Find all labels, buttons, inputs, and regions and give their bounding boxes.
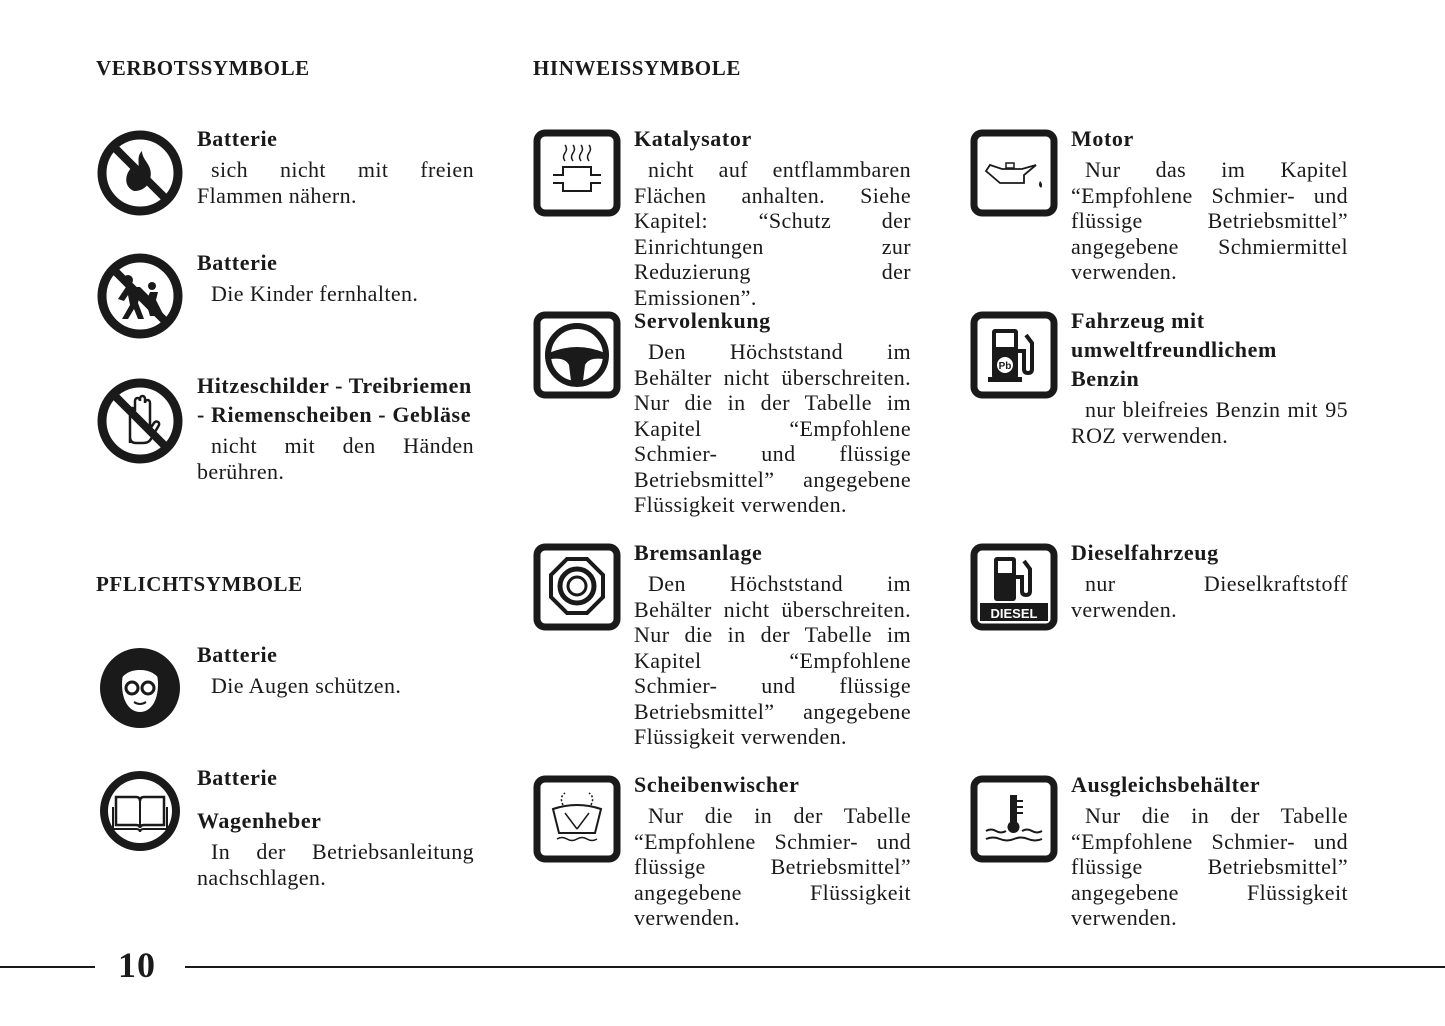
item-title: Ausgleichsbehälter	[1071, 772, 1261, 797]
hinweis-item	[1071, 124, 1348, 285]
item-text: Den Höchststand im Behälter nicht überschreiten. Nur die in der Tabelle im Kapitel “Empfohlene Schmier- und flüssige Betriebsmittel” angegebene Flüssigkeit verwenden.	[634, 571, 911, 749]
item-title: Dieselfahrzeug	[1071, 540, 1219, 565]
item-title: Hitzeschilder - Treibriemen - Riemenscheiben - Gebläse	[197, 373, 472, 427]
eye-protection-icon	[96, 644, 184, 732]
no-open-flame-icon	[96, 129, 184, 217]
section-heading-hinweissymbole: HINWEISSYMBOLE	[533, 56, 741, 80]
item-text: nur bleifreies Benzin mit 95 ROZ verwenden.	[1071, 397, 1348, 448]
item-text: Nur die in der Tabelle “Empfohlene Schmier- und flüssige Betriebsmittel” angegebene Flüssigkeit verwenden.	[1071, 803, 1348, 930]
item-text: In der Betriebsanleitung nachschlagen.	[197, 839, 474, 890]
footer-rule-right	[185, 966, 1445, 968]
hinweis-item	[1071, 306, 1348, 448]
coolant-temperature-icon	[970, 775, 1058, 863]
item-title: Batterie	[197, 765, 278, 790]
catalytic-converter-icon	[533, 129, 621, 217]
read-manual-icon	[96, 767, 184, 855]
item-text: nur Dieselkraftstoff verwenden.	[1071, 571, 1348, 622]
hinweis-item	[634, 770, 911, 931]
svg-text:Pb: Pb	[998, 361, 1012, 372]
hinweis-item	[1071, 538, 1348, 622]
diesel-label: DIESEL	[990, 606, 1038, 621]
section-heading-verbotssymbole: VERBOTSSYMBOLE	[96, 56, 310, 80]
footer-rule-left	[0, 966, 95, 968]
item-text: nicht auf entflammbaren Flächen anhalten. Siehe Kapitel: “Schutz der Einrichtungen zur Reduzierung der Emissionen”.	[634, 157, 911, 310]
keep-children-away-icon	[96, 252, 184, 340]
item-title: Fahrzeug mit umweltfreundlichem Benzin	[1071, 308, 1277, 391]
no-hands-icon	[96, 377, 184, 465]
hinweis-item	[634, 538, 911, 750]
item-title: Katalysator	[634, 126, 752, 151]
item-text: sich nicht mit freien Flammen nähern.	[197, 157, 474, 208]
item-text: Den Höchststand im Behälter nicht überschreiten. Nur die in der Tabelle im Kapitel “Empfohlene Schmier- und flüssige Betriebsmittel” angegebene Flüssigkeit verwenden.	[634, 339, 911, 517]
brake-icon	[533, 543, 621, 631]
item-title: Batterie	[197, 126, 278, 151]
oil-can-icon	[970, 129, 1058, 217]
item-title: Scheibenwischer	[634, 772, 800, 797]
hinweis-item	[634, 306, 911, 518]
item-text: Nur das im Kapitel “Empfohlene Schmier- und flüssige Betriebsmittel” angegebene Schmiermittel verwenden.	[1071, 157, 1348, 284]
item-text: nicht mit den Händen berühren.	[197, 433, 474, 484]
pflicht-item	[197, 763, 474, 890]
verbot-item	[197, 124, 474, 208]
page-number: 10	[118, 945, 156, 985]
item-title: Batterie	[197, 642, 278, 667]
item-title: Servolenkung	[634, 308, 771, 333]
unleaded-fuel-pump-icon	[970, 311, 1058, 399]
verbot-item	[197, 371, 474, 484]
item-text: Die Kinder fernhalten.	[211, 281, 419, 306]
steering-wheel-icon	[533, 311, 621, 399]
windshield-washer-icon	[533, 775, 621, 863]
item-text: Nur die in der Tabelle “Empfohlene Schmier- und flüssige Betriebsmittel” angegebene Flüssigkeit verwenden.	[634, 803, 911, 930]
hinweis-item	[634, 124, 911, 310]
pflicht-item	[197, 640, 474, 699]
item-title-secondary: Wagenheber	[197, 808, 322, 833]
hinweis-item	[1071, 770, 1348, 931]
section-heading-pflichtsymbole: PFLICHTSYMBOLE	[96, 572, 303, 596]
item-title: Bremsanlage	[634, 540, 763, 565]
item-title: Batterie	[197, 250, 278, 275]
verbot-item	[197, 248, 474, 307]
diesel-pump-icon	[970, 543, 1058, 631]
item-title: Motor	[1071, 126, 1134, 151]
item-text: Die Augen schützen.	[211, 673, 402, 698]
